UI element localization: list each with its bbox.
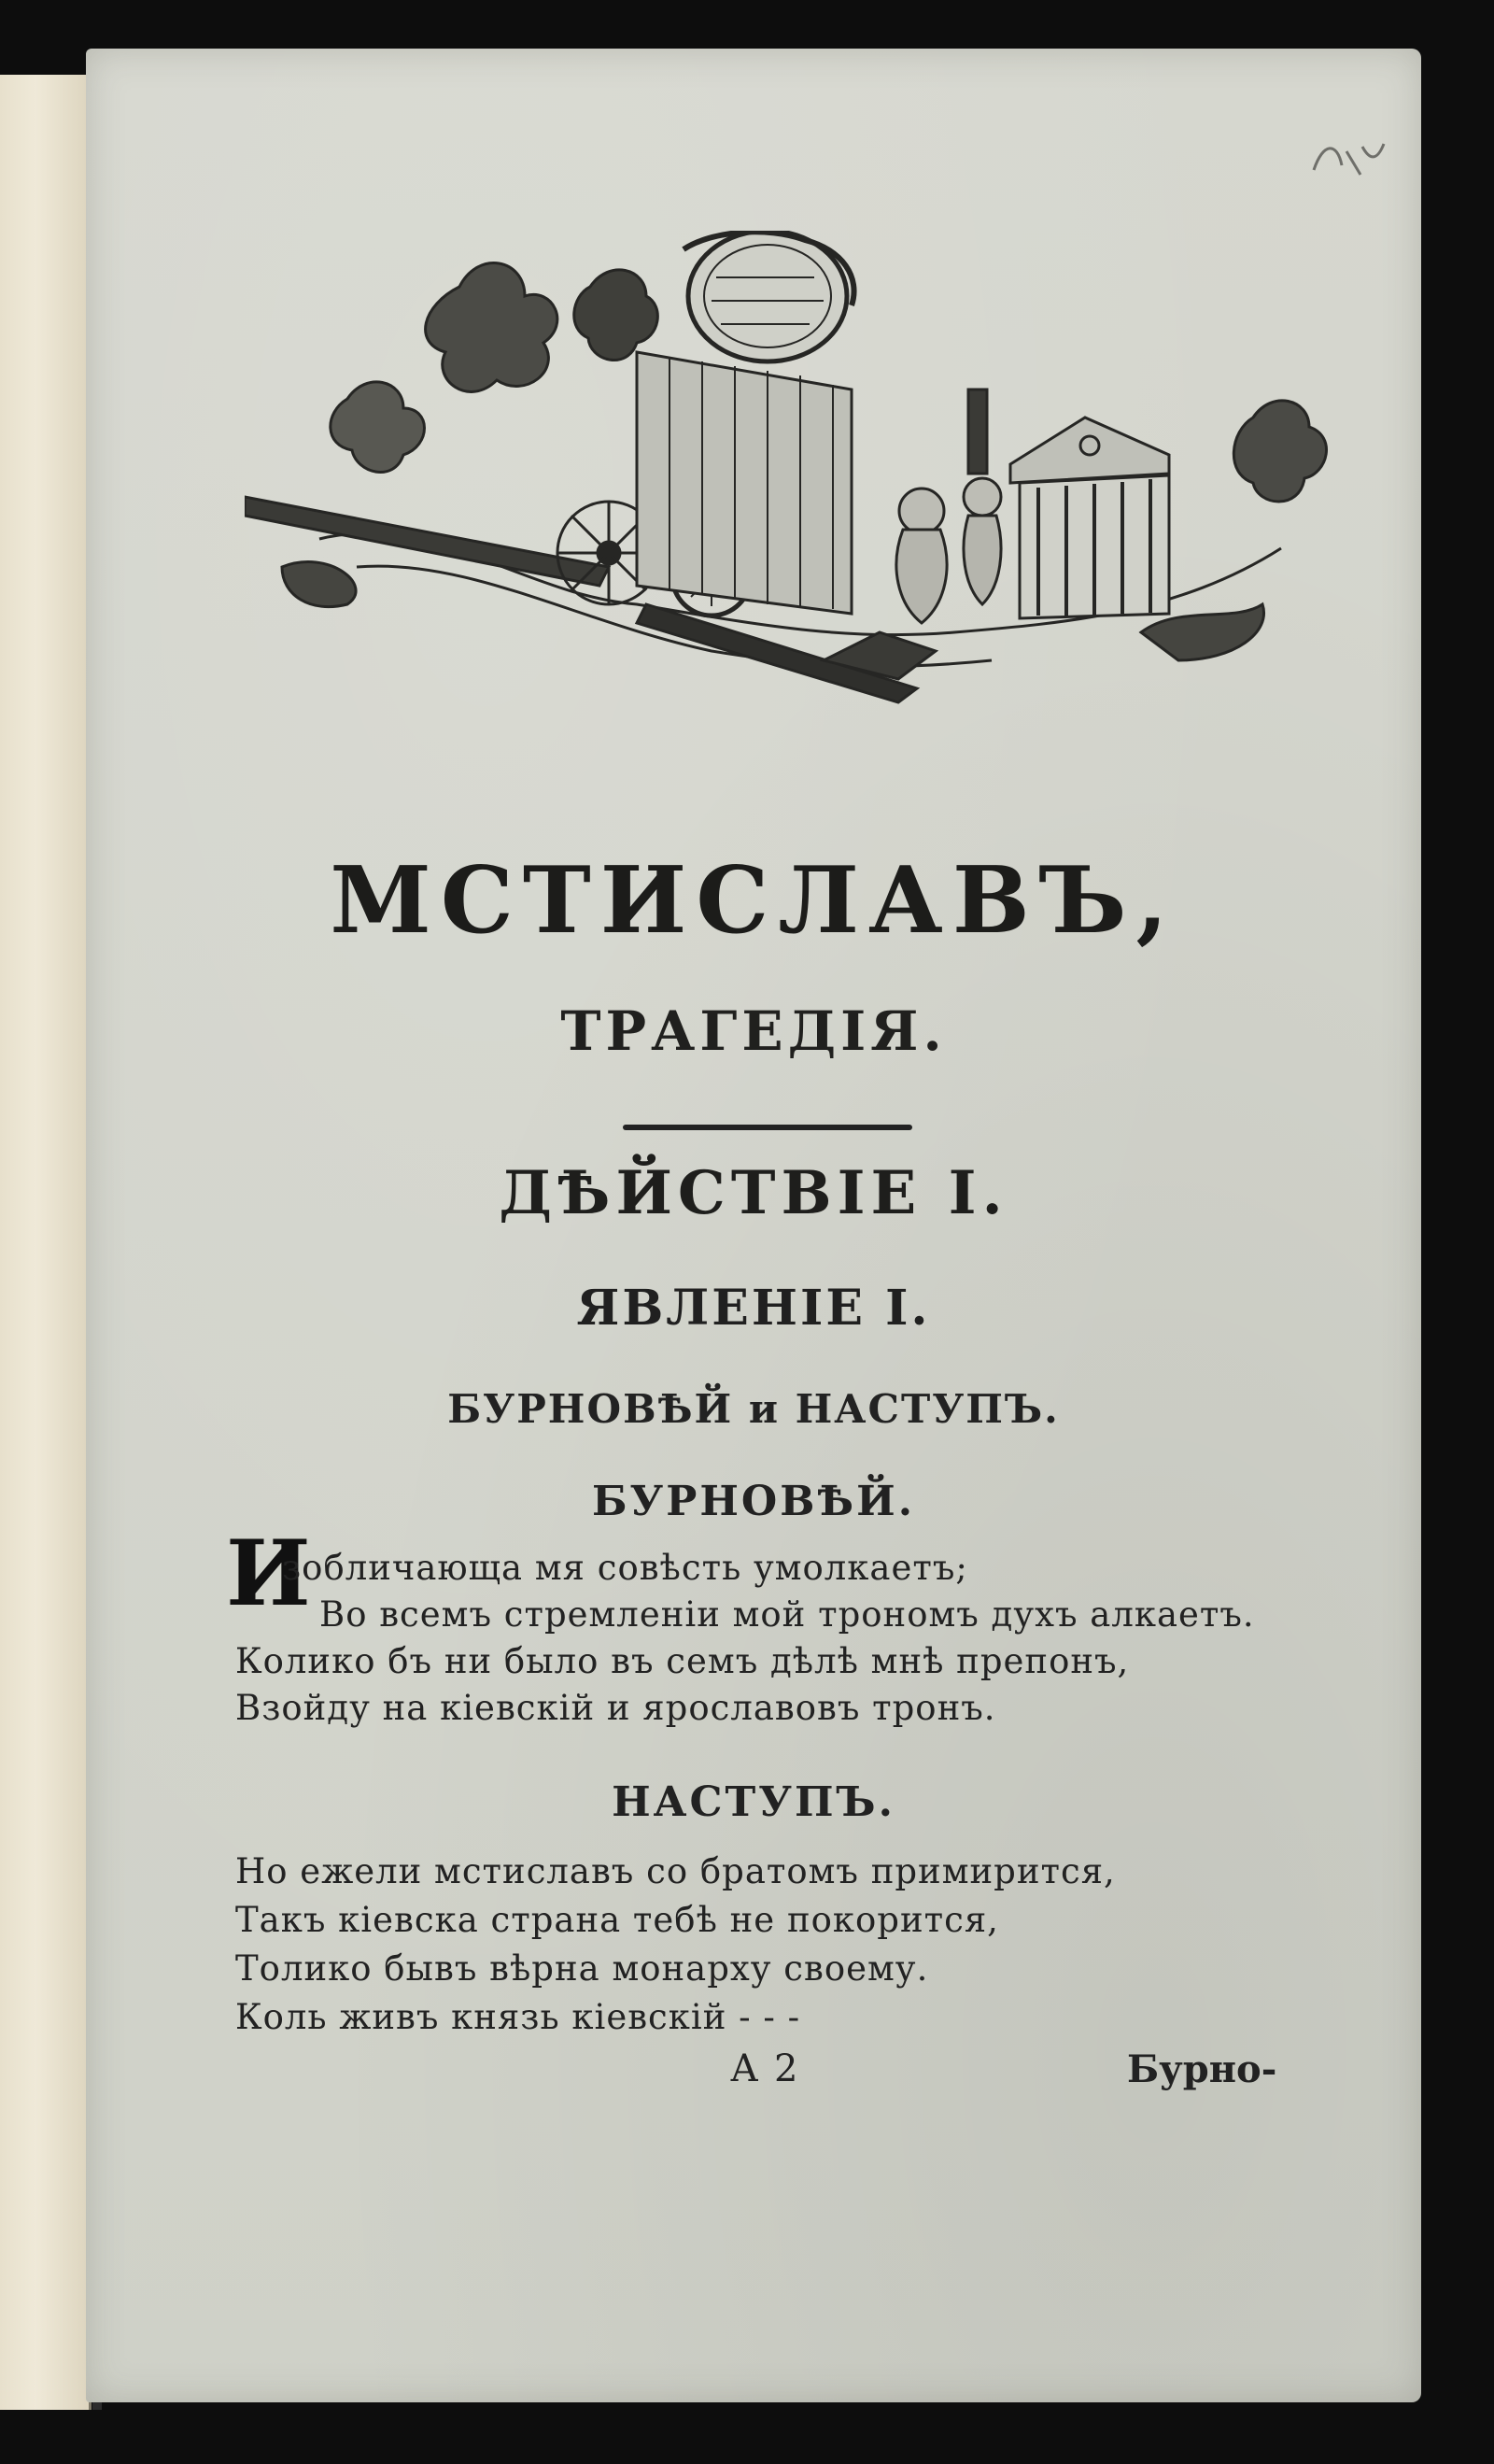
drop-cap-letter: И <box>226 1521 311 1626</box>
printer-signature: А 2 <box>730 2047 800 2090</box>
title-rule-divider <box>623 1125 912 1130</box>
verse-line: Коль живъ князь кіевскій - - - <box>235 1997 801 2037</box>
scene-heading: ЯВЛЕНІЕ I. <box>576 1280 931 1337</box>
pencil-mark-icon <box>1304 133 1388 189</box>
verse-line: Во всемъ стремленіи мой трономъ духъ алкаетъ. <box>319 1594 1255 1635</box>
verse-line: зобличающа мя совѣсть умолкаетъ; <box>282 1548 968 1588</box>
catchword: Бурно- <box>1127 2047 1277 2091</box>
verse-line: Колико бъ ни было въ семъ дѣлѣ мнѣ препонъ, <box>235 1641 1130 1681</box>
verse-line: Но ежели мстиславъ со братомъ примирится, <box>235 1851 1116 1891</box>
adjacent-page-edge <box>0 75 92 2410</box>
play-subtitle: ТРАГЕДІЯ. <box>560 999 947 1063</box>
verse-line: Взойду на кіевскій и ярославовъ тронъ. <box>235 1688 996 1728</box>
engraved-vignette-icon <box>245 231 1346 735</box>
speaker-name: БУРНОВѢЙ. <box>591 1478 916 1525</box>
play-title: МСТИСЛАВЪ, <box>330 847 1177 955</box>
verse-line: Такъ кіевска страна тебѣ не покорится, <box>235 1900 999 1940</box>
speaker-name: НАСТУПЪ. <box>612 1778 895 1826</box>
act-heading: ДѢЙСТВІЕ I. <box>499 1158 1008 1228</box>
verse-line: Толико бывъ вѣрна монарху своему. <box>235 1948 929 1989</box>
book-page <box>86 49 1421 2402</box>
characters-line: БУРНОВѢЙ и НАСТУПЪ. <box>447 1386 1060 1432</box>
